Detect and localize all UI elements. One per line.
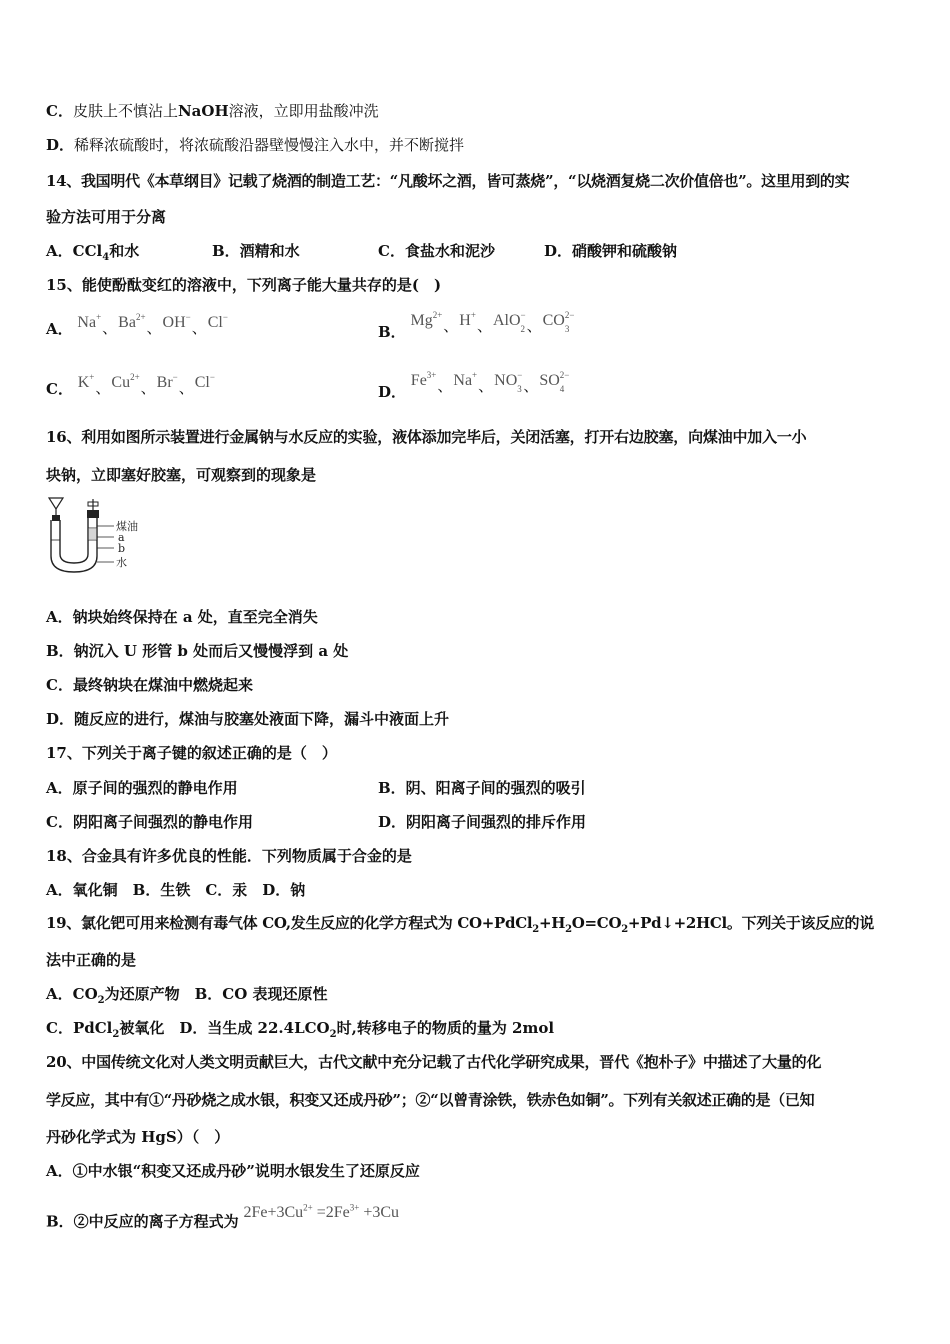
ion-separator: 、	[191, 319, 207, 337]
q14-stem-line1: 14、我国明代《本草纲目》记载了烧酒的制造工艺：“凡酸坏之酒，皆可蒸烧”，“以烧酒复烧二次价值倍也”。这里用到的实	[46, 172, 850, 190]
ion-separator: 、	[178, 379, 194, 397]
q16-stem-line1: 16、利用如图所示装置进行金属钠与水反应的实验，液体添加完毕后，关闭活塞，打开右边胶塞，向煤油中加入一小	[46, 428, 807, 446]
ion: Ba 2+	[118, 312, 146, 331]
ion: NO − 3	[494, 370, 523, 394]
q19-options-cd: C．PdCl$_2$被氧化 D．当生成 $22.4LCO_2$时,转移电子的物质的量为 2mol	[46, 1019, 555, 1040]
ion: AlO − 2	[492, 310, 526, 334]
q17-stem: 17、下列关于离子键的叙述正确的是（ ）	[46, 744, 337, 762]
q18-stem: 18、合金具有许多优良的性能．下列物质属于合金的是	[46, 847, 412, 865]
ion-separator: 、	[443, 317, 459, 335]
q16-stem-line2: 块钠，立即塞好胶塞，可观察到的现象是	[46, 466, 317, 484]
q15-option-c: C． K + 、Cu 2+ 、Br − 、Cl −	[46, 372, 215, 398]
q14-option-c: C．食盐水和泥沙	[378, 242, 495, 260]
q20-option-a: A．①中水银“积变又还成丹砂”说明水银发生了还原反应	[46, 1162, 420, 1180]
q16-option-b: B．钠沉入 U 形管 b 处而后又慢慢浮到 a 处	[46, 642, 349, 660]
ion-separator: 、	[140, 379, 156, 397]
q20-stem-line3: 丹砂化学式为 HgS）（ ）	[46, 1128, 230, 1146]
ion-separator: 、	[437, 377, 453, 395]
q16-option-a: A．钠块始终保持在 a 处，直至完全消失	[46, 608, 318, 626]
q19-options-ab: A．$CO_2$为还原产物 B．CO 表现还原性	[46, 985, 328, 1006]
ion: Mg 2+	[410, 310, 443, 329]
q16-option-d: D．随反应的进行，煤油与胶塞处液面下降，漏斗中液面上升	[46, 710, 450, 728]
label-kerosene: 煤油	[116, 520, 138, 533]
q15-option-d: D． Fe 3+ 、Na + 、NO − 3 、SO 2− 4	[378, 370, 570, 401]
ion: OH −	[162, 312, 191, 331]
q13-option-d: D．稀释浓硫酸时，将浓硫酸沿器壁慢慢注入水中，并不断搅拌	[46, 136, 465, 154]
q19-stem-line1: 19、氯化钯可用来检测有毒气体 CO,发生反应的化学方程式为 $CO+PdCl_2+H_2O=CO_2+Pd↓+2HCl$。下列关于该反应的说	[46, 914, 874, 935]
ion: Na +	[453, 370, 478, 389]
u-tube-inner	[60, 518, 88, 563]
q13-option-c: C．皮肤上不慎沾上NaOH溶液，立即用盐酸冲洗	[46, 102, 379, 120]
q19-stem-line2: 法中正确的是	[46, 951, 137, 969]
q17-option-d: D．阴阳离子间强烈的排斥作用	[378, 813, 587, 831]
ion: Cl −	[194, 372, 215, 391]
ion-separator: 、	[476, 317, 492, 335]
q17-option-c: C．阴阳离子间强烈的静电作用	[46, 813, 253, 831]
label-a: a	[118, 531, 125, 544]
q14-stem-line2: 验方法可用于分离	[46, 208, 167, 226]
ion: K +	[77, 372, 95, 391]
q14-option-d: D．硝酸钾和硫酸钠	[544, 242, 678, 260]
q14-option-a: A．CCl$_4$和水	[46, 242, 140, 263]
ion-separator: 、	[102, 319, 118, 337]
label-water: 水	[116, 556, 127, 569]
ion-separator: 、	[526, 317, 542, 335]
q20-stem-line2: 学反应，其中有①“丹砂烧之成水银，积变又还成丹砂”；②“以曾青涂铁，铁赤色如铜”。下列有关叙述正确的是（已知	[46, 1091, 815, 1109]
ion: Cu 2+	[111, 372, 140, 391]
q16-option-c: C．最终钠块在煤油中燃烧起来	[46, 676, 253, 694]
q15-option-b: B． Mg 2+ 、H + 、AlO − 2 、CO 2− 3	[378, 310, 575, 341]
ion-separator: 、	[523, 377, 539, 395]
ion-separator: 、	[95, 379, 111, 397]
q17-option-b: B．阴、阳离子间的强烈的吸引	[378, 779, 586, 797]
label-b: b	[118, 542, 126, 555]
ion: SO 2− 4	[539, 370, 570, 394]
ion: CO 2− 3	[542, 310, 575, 334]
ion-separator: 、	[146, 319, 162, 337]
q15-stem: 15、能使酚酞变红的溶液中，下列离子能大量共存的是( )	[46, 276, 442, 294]
q14-option-b: B．酒精和水	[212, 242, 300, 260]
u-tube-outer	[51, 518, 97, 572]
q15-option-a: A． Na + 、Ba 2+ 、OH − 、Cl −	[46, 312, 228, 338]
q20-option-b: B．②中反应的离子方程式为 $2Fe+3Cu^{2+} =2Fe^{3+} +3Cu$	[46, 1203, 400, 1231]
ion-separator: 、	[478, 377, 494, 395]
ion: Br −	[156, 372, 178, 391]
q17-option-a: A．原子间的强烈的静电作用	[46, 779, 238, 797]
rubber-stopper-icon	[87, 510, 99, 518]
q20-stem-line1: 20、中国传统文化对人类文明贡献巨大，古代文献中充分记载了古代化学研究成果，晋代《抱朴子》中描述了大量的化	[46, 1053, 822, 1071]
ion: Cl −	[207, 312, 228, 331]
funnel-icon	[49, 498, 63, 509]
q18-options: A．氧化铜 B．生铁 C．汞 D．钠	[46, 881, 306, 899]
q20-option-b-equation: $2Fe+3Cu^{2+} =2Fe^{3+} +3Cu$	[243, 1203, 400, 1222]
ion: Na +	[77, 312, 102, 331]
ion: H +	[459, 310, 476, 329]
ion: Fe 3+	[410, 370, 437, 389]
u-tube-apparatus-diagram	[44, 496, 154, 578]
